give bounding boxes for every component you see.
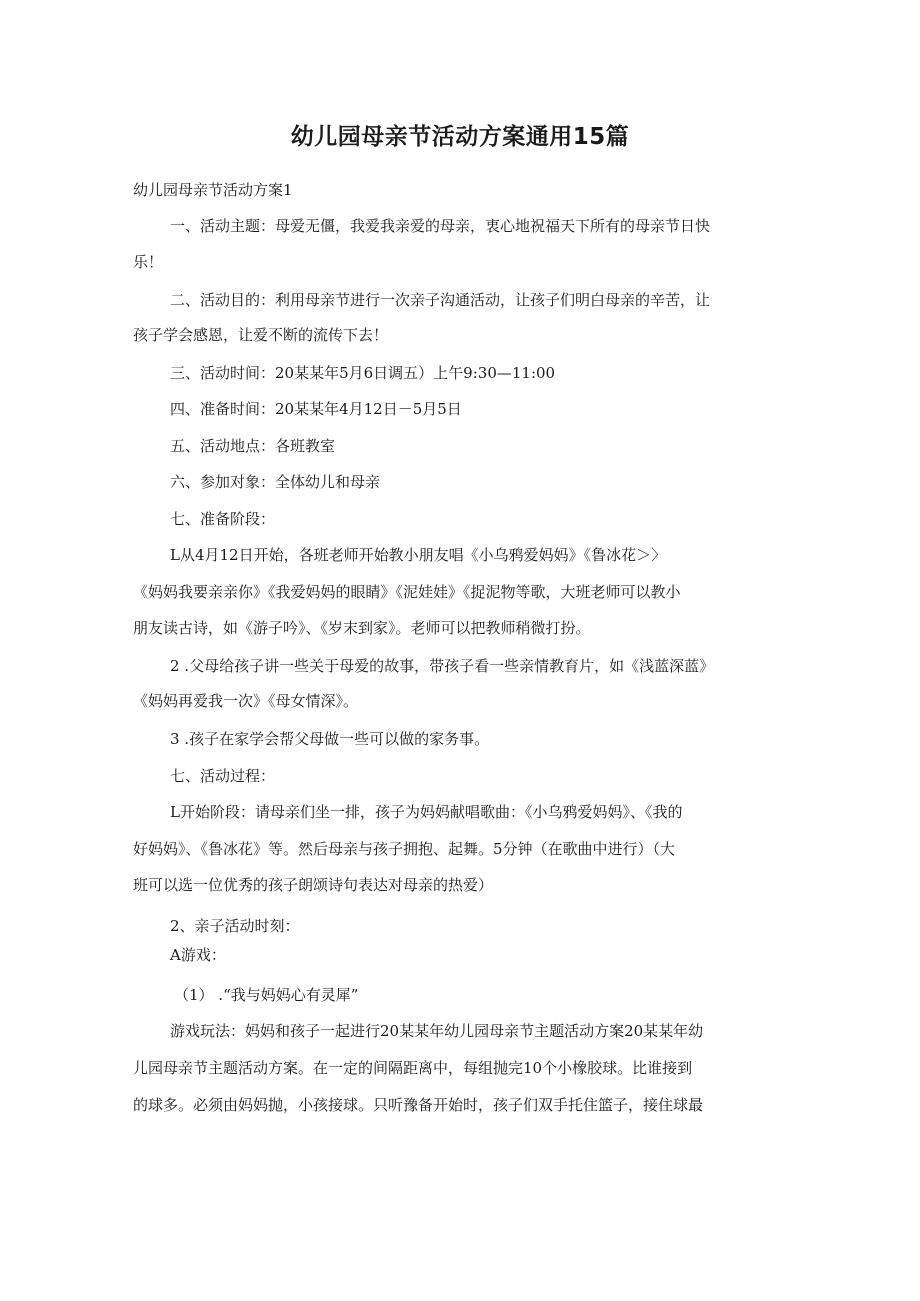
paragraph-line: L开始阶段：请母亲们坐一排，孩子为妈妈献唱歌曲：《小乌鸦爱妈妈》、《我的 — [170, 803, 683, 821]
paragraph-line: L从4月12日开始，各班老师开始教小朋友唱《小乌鸦爱妈妈》《鲁冰花＞〉 — [170, 546, 667, 564]
paragraph-line: 好妈妈》、《鲁冰花》等。然后母亲与孩子拥抱、起舞。5分钟（在歌曲中进行）（大 — [133, 840, 676, 858]
paragraph-line: A游戏： — [170, 946, 226, 964]
paragraph-line: 孩子学会感恩，让爱不断的流传下去！ — [133, 326, 389, 344]
paragraph-line: 儿园母亲节主题活动方案。在一定的间隔距离中，每组抛完10个小橡胶球。比谁接到 — [133, 1059, 693, 1077]
paragraph-line: 2 .父母给孩子讲一些关于母爱的故事，带孩子看一些亲情教育片，如《浅蓝深蓝》 — [170, 657, 715, 675]
paragraph-line: 一、活动主题：母爱无僵，我爱我亲爱的母亲，衷心地祝福天下所有的母亲节日快 — [170, 217, 711, 235]
paragraph-line: 乐！ — [133, 253, 164, 271]
paragraph-line: 五、活动地点：各班教室 — [170, 437, 336, 455]
paragraph-line: （1） .“我与妈妈心有灵犀” — [174, 986, 359, 1004]
paragraph-line: 三、活动时间：20某某年5月6日调五）上午9:30—11:00 — [170, 364, 556, 382]
document-title: 幼儿园母亲节活动方案通用15篇 — [290, 124, 630, 150]
paragraph-line: 七、准备阶段： — [170, 510, 276, 528]
paragraph-line: 朋友读古诗，如《游子吟》、《岁末到家》。老师可以把教师稍微打扮。 — [133, 619, 591, 637]
paragraph-line: 二、活动目的：利用母亲节进行一次亲子沟通活动，让孩子们明白母亲的辛苦，让 — [170, 291, 711, 309]
paragraph-line: 《妈妈再爱我一次》《母女情深》。 — [133, 692, 359, 710]
paragraph-line: 2、亲子活动时刻： — [170, 917, 300, 935]
section-heading: 幼儿园母亲节活动方案1 — [133, 181, 293, 199]
paragraph-line: 六、参加对象：全体幼儿和母亲 — [170, 473, 381, 491]
paragraph-line: 《妈妈我要亲亲你》《我爱妈妈的眼睛》《泥娃娃》《捉泥物等歌，大班老师可以教小 — [133, 583, 681, 601]
paragraph-line: 四、准备时间：20某某年4月12日－5月5日 — [170, 400, 462, 418]
paragraph-line: 游戏玩法：妈妈和孩子一起进行20某某年幼儿园母亲节主题活动方案20某某年幼 — [170, 1022, 704, 1040]
paragraph-line: 3 .孩子在家学会帮父母做一些可以做的家务事。 — [170, 730, 490, 748]
paragraph-line: 班可以选一位优秀的孩子朗颂诗句表达对母亲的热爱） — [133, 876, 494, 894]
paragraph-line: 的球多。必须由妈妈抛，小孩接球。只听豫备开始时，孩子们双手托住篮子，接住球最 — [133, 1096, 704, 1114]
paragraph-line: 七、活动过程： — [170, 767, 276, 785]
